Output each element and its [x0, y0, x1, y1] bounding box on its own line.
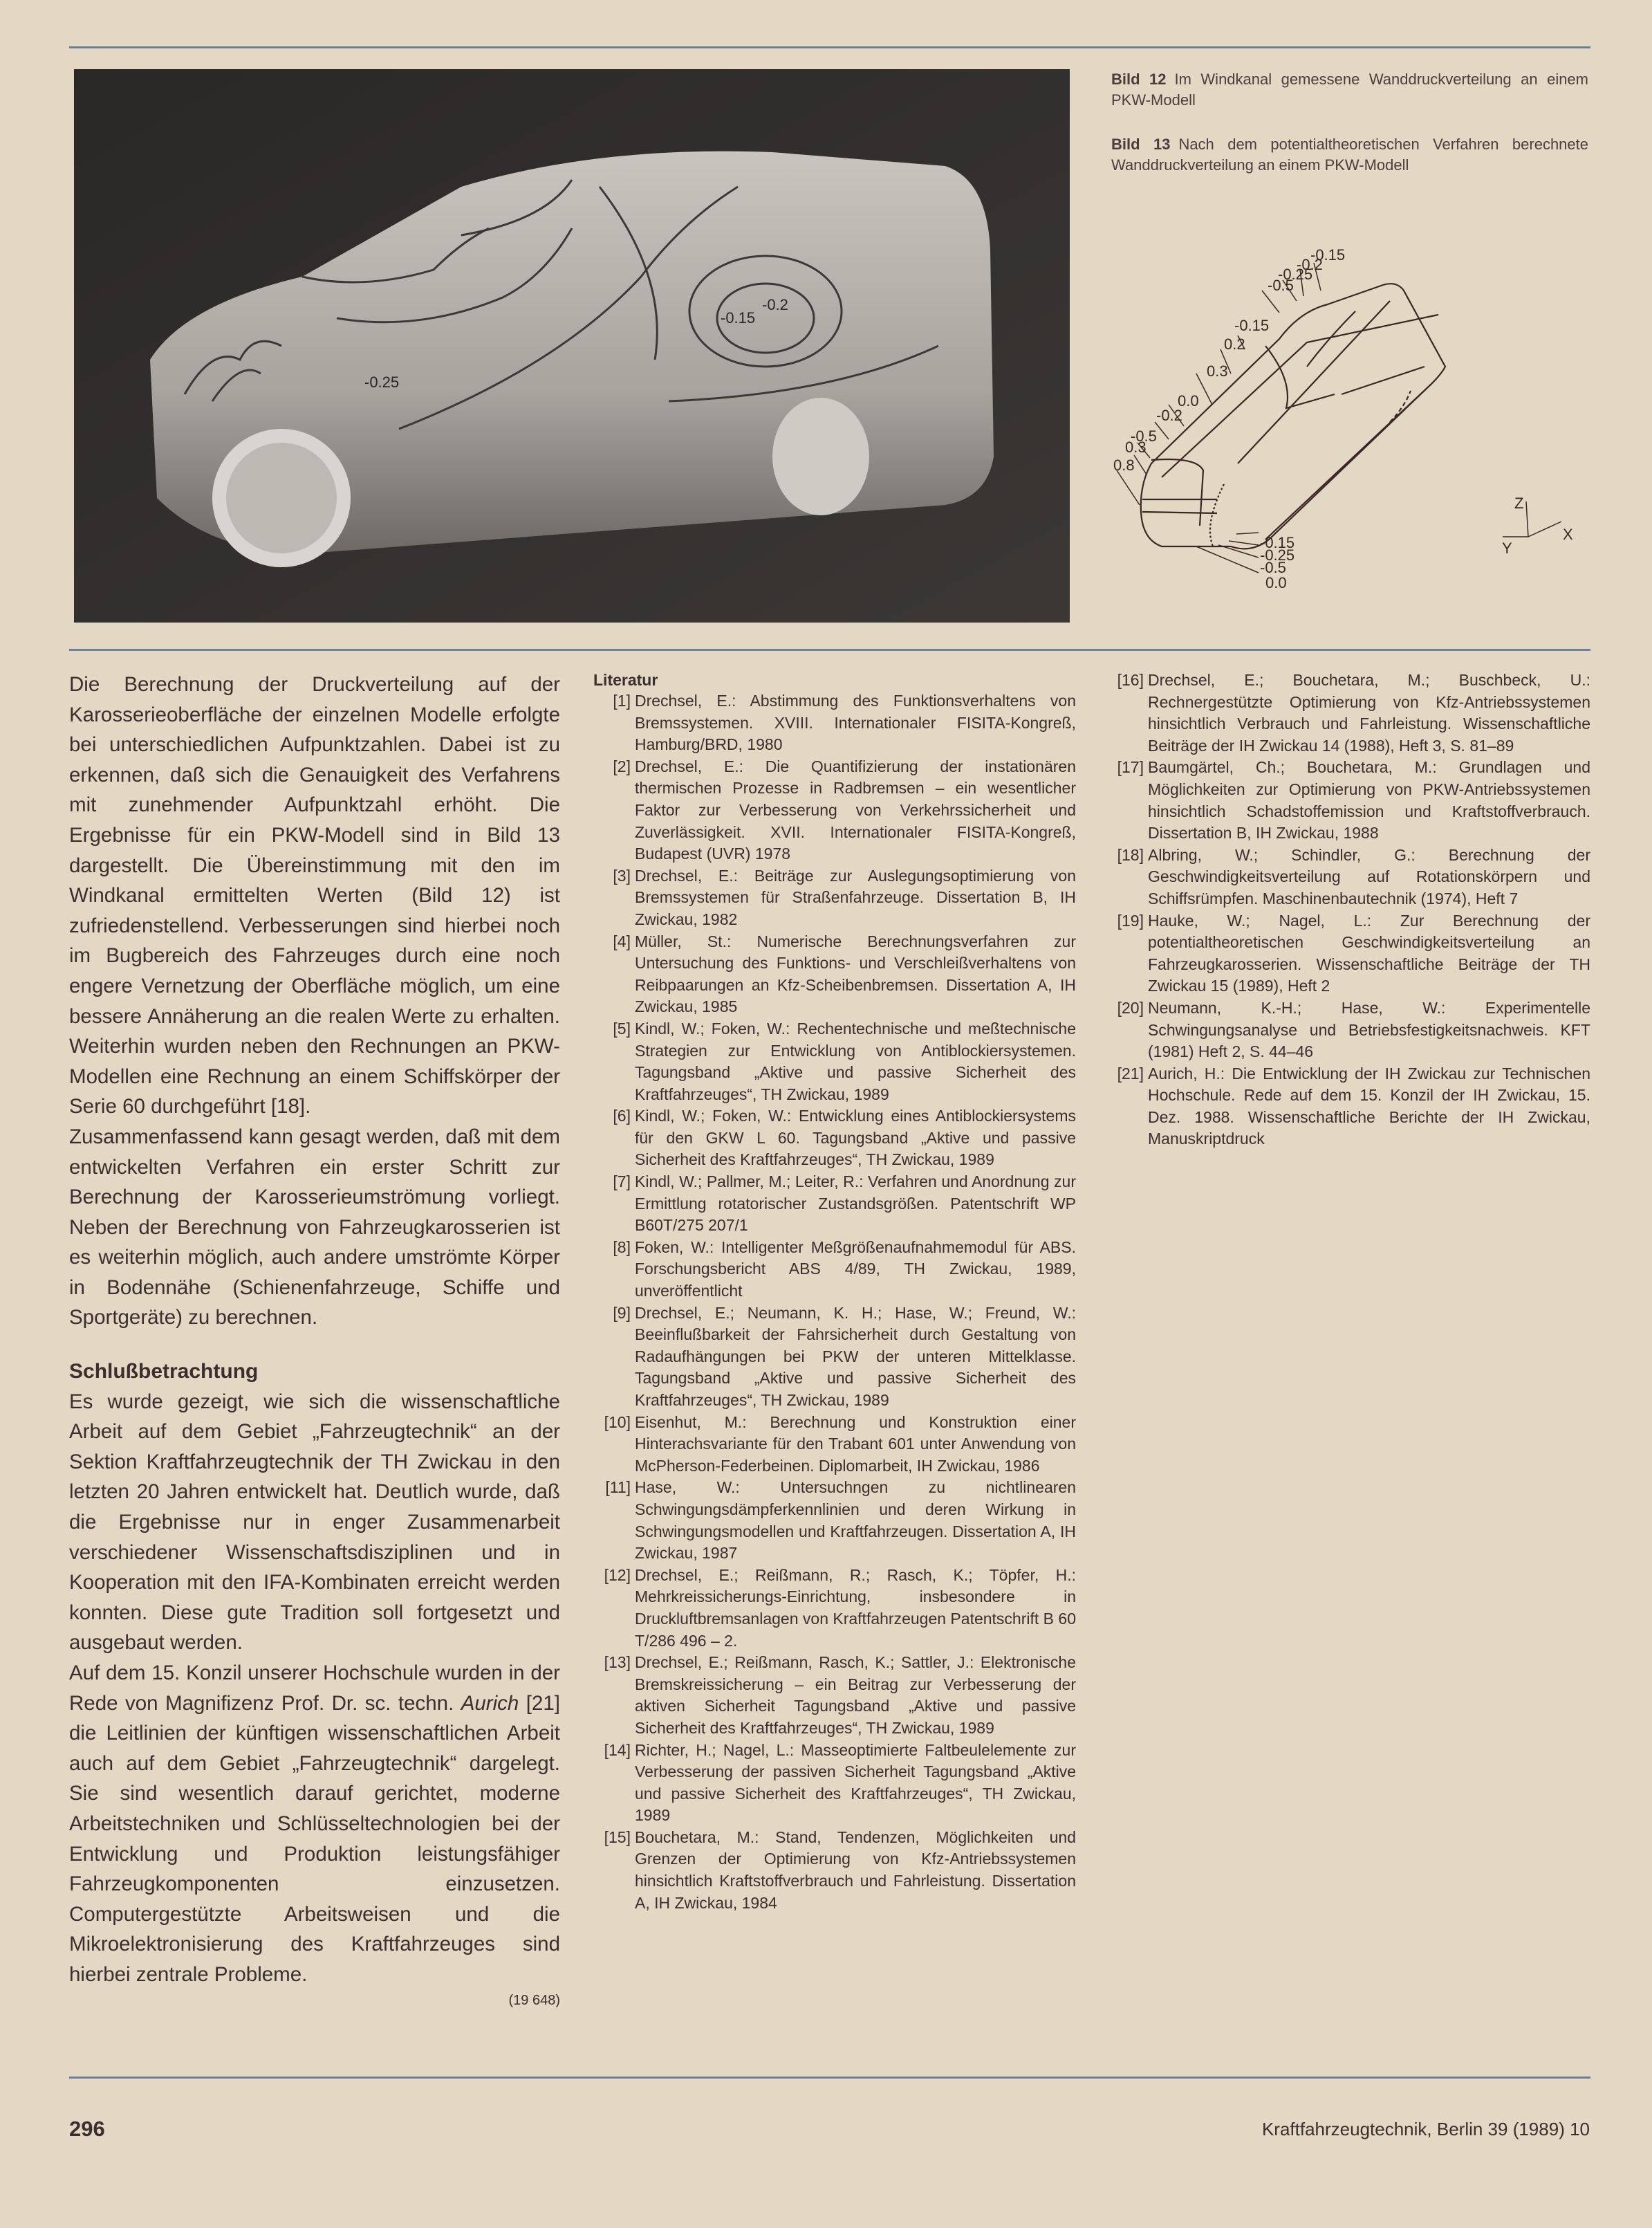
reference-number: [5] [613, 1019, 631, 1038]
reference-item [593, 1827, 1076, 1914]
reference-number: [15] [604, 1827, 631, 1846]
reference-number: [6] [613, 1107, 631, 1125]
reference-text: Drechsel, E.; Reißmann, R.; Rasch, K.; Töpfer, H.: Mehrkreissicherungs-Einrichtung, insbesondere in Druckluftbremsanlagen von Kraftfahrzeugen Patentschrift B 60 T/286 496 – 2. [635, 1565, 1076, 1650]
reference-number: [7] [613, 1172, 631, 1191]
reference-number: [8] [613, 1237, 631, 1256]
paragraph: Zusammenfassend kann gesagt werden, daß mit dem entwickelten Verfahren ein erster Schritt zur Berechnung der Karosserieumströmung vorliegt. Neben der Berechnung von Fahrzeugkarosserien ist es weiterhin möglich, auch andere umströmte Körper in Bodennähe (Schienenfahrzeuge, Schiffe und Sportgeräte) zu berechnen. [69, 1125, 560, 1329]
reference-text: Drechsel, E.: Die Quantifizierung der instationären thermischen Prozesse in Radbremsen – ein wesentlicher Faktor zur Verbesserung von Verkehrssicherheit und Zuverlässigkeit. XVII. Internationaler FISITA-Kongreß, Budapest (UVR) 1978 [635, 757, 1076, 863]
reference-number: [19] [1117, 911, 1144, 930]
caption-text: Nach dem potentialtheoretischen Verfahren berechnete Wanddruckverteilung an einem PKW-Modell [1111, 136, 1588, 174]
reference-text: Kindl, W.; Foken, W.: Entwicklung eines Antiblockiersystems für den GKW L 60. Tagungsband „Aktive und passive Sicherheit des Kraftfahrzeuges“, TH Zwickau, 1989 [635, 1107, 1076, 1169]
reference-item [593, 1171, 1076, 1237]
section-rule [69, 649, 1590, 651]
reference-item [593, 756, 1076, 865]
pressure-label: -0.15 [1260, 534, 1295, 551]
axis-label-x: X [1563, 526, 1573, 543]
reference-item [593, 1018, 1076, 1105]
reference-item [593, 690, 1076, 756]
reference-number: [13] [604, 1653, 631, 1672]
reference-text: Richter, H.; Nagel, L.: Masseoptimierte Faltbeulelemente zur Verbesserung der passiven Sicherheit Tagungsband „Aktive und passive Sicherheit des Kraftfahrzeuges“, TH Zwickau, 1989 [635, 1740, 1076, 1825]
reference-item [593, 1477, 1076, 1564]
text: [21] die Leitlinien der künftigen wissenschaftlichen Arbeit auch auf dem Gebiet „Fahrzeugtechnik“ dargelegt. Sie sind wesentlich darauf gerichtet, moderne Arbeitstechniken und Schlüsseltechnologien bei der Entwicklung und Produktion leistungsfähiger Fahrzeugkomponenten einzusetzen. Computergestützte Arbeitsweisen und die Mikroelektronisierung des Kraftfahrzeuges sind hierbei zentrale Probleme. [69, 1691, 561, 1986]
contour-label: -0.15 [721, 309, 756, 326]
section-heading: Schlußbetrachtung [69, 1360, 259, 1383]
reference-text: Kindl, W.; Pallmer, M.; Leiter, R.: Verfahren und Anordnung zur Ermittlung rotatorischer Zustandsgrößen. Patentschrift WP B60T/275 207/1 [635, 1172, 1076, 1235]
reference-number: [9] [613, 1303, 631, 1322]
reference-item [593, 1740, 1076, 1827]
reference-text: Bouchetara, M.: Stand, Tendenzen, Möglichkeiten und Grenzen der Optimierung von Kfz-Antriebssystemen hinsichtlich Kraftstoffverbrauch und Fahrleistung. Dissertation A, IH Zwickau, 1984 [635, 1827, 1076, 1912]
journal-citation: Kraftfahrzeugtechnik, Berlin 39 (1989) 10 [1261, 2119, 1590, 2139]
reference-item [593, 1302, 1076, 1412]
reference-text: Baumgärtel, Ch.; Bouchetara, M.: Grundlagen und Möglichkeiten zur Optimierung von PKW-Antriebssystemen hinsichtlich Schadstoffemission und Kraftstoffverbrauch. Dissertation B, IH Zwickau, 1988 [1148, 758, 1590, 843]
literature-list-2 [1106, 670, 1590, 1150]
pressure-label: -0.2 [1297, 256, 1323, 273]
author-name: Aurich [461, 1691, 519, 1715]
pressure-label: 0.2 [1224, 335, 1245, 353]
pressure-label: -0.2 [1156, 407, 1182, 424]
reference-number: [17] [1117, 758, 1144, 777]
reference-text: Aurich, H.: Die Entwicklung der IH Zwickau zur Technischen Hochschule. Rede auf dem 15. Konzil der IH Zwickau, 15. Dez. 1988. Wissenschaftliche Berichte der IH Zwickau, Manuskriptdruck [1148, 1064, 1590, 1148]
pressure-label: -0.15 [1310, 246, 1346, 264]
reference-text: Hase, W.: Untersuchngen zu nichtlinearen Schwingungsdämpferkennlinien und deren Wirkung in Schwingungsmodellen und Kraftfahrzeugen. Dissertation A, IH Zwickau, 1987 [635, 1478, 1076, 1563]
reference-item [1106, 997, 1590, 1063]
pressure-label: -0.5 [1268, 277, 1294, 294]
reference-number: [18] [1117, 845, 1144, 864]
reference-number: [16] [1117, 671, 1144, 689]
reference-number: [11] [605, 1478, 631, 1497]
reference-text: Drechsel, E.; Reißmann, Rasch, K.; Sattler, J.: Elektronische Bremskreissicherung – ein Beitrag zur Verbesserung der aktiven Sicherheit Tagungsband „Aktive und passive Sicherheit des Kraftfahrzeuges“, TH Zwickau, 1989 [635, 1653, 1076, 1737]
pressure-label: 0.3 [1207, 362, 1228, 380]
reference-number: [1] [613, 692, 631, 710]
reference-item [593, 1105, 1076, 1171]
article-code: (19 648) [508, 1992, 560, 2008]
reference-item [593, 865, 1076, 931]
reference-text: Neumann, K.-H.; Hase, W.: Experimentelle Schwingungsanalyse und Betriebsfestigkeitsnachweis. KFT (1981) Heft 2, S. 44–46 [1148, 998, 1590, 1061]
reference-text: Drechsel, E.; Neumann, K. H.; Hase, W.; Freund, W.: Beeinflußbarkeit der Fahrsicherheit durch Gestaltung von Radaufhängungen bei PKW der unteren Mittelklasse. Tagungsband „Aktive und passive Sicherheit des Kraftfahrzeuges“, TH Zwickau, 1989 [635, 1303, 1076, 1409]
reference-number: [10] [604, 1412, 631, 1431]
reference-number: [4] [613, 932, 631, 950]
literature-list-1 [593, 670, 1076, 1914]
caption-bild12 [1111, 69, 1588, 111]
text: Auf dem 15. Konzil unserer Hochschule wurden in der Rede von Magnifizenz Prof. Dr. sc. techn. [69, 1661, 560, 1715]
reference-number: [2] [613, 757, 631, 775]
literature-heading: Literatur [593, 671, 658, 689]
pressure-label: -0.25 [1278, 266, 1313, 283]
reference-text: Müller, St.: Numerische Berechnungsverfahren zur Untersuchung des Funktions- und Verschleißverhaltens von Reibpaarungen an Kfz-Scheibenbremsen. Dissertation A, IH Zwickau, 1985 [635, 932, 1076, 1016]
reference-text: Hauke, W.; Nagel, L.: Zur Berechnung der potentialtheoretischen Geschwindigkeitsverteilung an Fahrzeugkarosserien. Wissenschaftliche Beiträge der TH Zwickau 15 (1989), Heft 2 [1148, 911, 1590, 995]
pressure-label: -0.15 [1234, 317, 1270, 334]
contour-label: -0.2 [762, 296, 788, 313]
pressure-label: 0.0 [1265, 574, 1287, 591]
reference-number: [21] [1117, 1064, 1144, 1083]
figure-captions [1111, 69, 1588, 199]
paragraph: Die Berechnung der Druckverteilung auf der Karosserieoberfläche der einzelnen Modelle erfolgte bei unterschiedlichen Aufpunktzahlen. Dabei ist zu erkennen, daß sich die Genauigkeit des Verfahrens mit zunehmender Aufpunktzahl erhöht. Die Ergebnisse für ein PKW-Modell sind in Bild 13 dargestellt. Die Übereinstimmung mit den im Windkanal ermittelten Werten (Bild 12) ist zufriedenstellend. Verbesserungen sind hierbei noch im Bugbereich des Fahrzeuges durch eine noch engere Vernetzung der Oberfläche möglich, um eine bessere Annäherung an die realen Werte zu erhalten. Weiterhin wurden neben den Rechnungen an PKW-Modellen eine Rechnung an einem Schiffskörper der Serie 60 durchgeführt [18]. [69, 673, 560, 1118]
reference-item [593, 931, 1076, 1018]
reference-item [1106, 1063, 1590, 1150]
reference-number: [20] [1117, 998, 1144, 1017]
reference-item [1106, 757, 1590, 844]
pressure-label: -0.5 [1131, 427, 1157, 445]
reference-number: [3] [613, 866, 631, 885]
caption-bild13 [1111, 134, 1588, 176]
pressure-label: -0.25 [1260, 546, 1295, 564]
reference-text: Foken, W.: Intelligenter Meßgrößenaufnahmemodul für ABS. Forschungsbericht ABS 4/89, TH Zwickau, 1989, unveröffentlicht [635, 1237, 1076, 1300]
reference-text: Eisenhut, M.: Berechnung und Konstruktion einer Hinterachsvariante für den Trabant 601 unter Anwendung von McPherson-Federbeinen. Diplomarbeit, IH Zwickau, 1986 [635, 1412, 1076, 1475]
paragraph: Es wurde gezeigt, wie sich die wissenschaftliche Arbeit auf dem Gebiet „Fahrzeugtechnik“ an der Sektion Kraftfahrzeugtechnik der TH Zwickau in den letzten 20 Jahren entwickelt hat. Deutlich wurde, daß die Ergebnisse nur in enger Zusammenarbeit verschiedener Wissenschaftsdisziplinen und in Kooperation mit den IFA-Kombinaten erreicht werden konnten. Diese gute Tradition soll fortgesetzt und ausgebaut werden. [69, 1390, 560, 1655]
reference-item [593, 1652, 1076, 1739]
bottom-rule [69, 2077, 1590, 2079]
top-rule [69, 46, 1590, 48]
caption-label: Bild 13 [1111, 136, 1171, 153]
pressure-label: 0.0 [1178, 392, 1199, 409]
reference-item [1106, 670, 1590, 757]
page-number: 296 [69, 2117, 105, 2141]
body-text-column [69, 670, 560, 2011]
pressure-label: 0.8 [1113, 457, 1135, 474]
reference-text: Drechsel, E.: Abstimmung des Funktionsverhaltens von Bremssystemen. XVIII. Internationaler FISITA-Kongreß, Hamburg/BRD, 1980 [635, 692, 1076, 754]
bild13-pressure-diagram [1099, 235, 1618, 623]
reference-number: [14] [604, 1740, 631, 1759]
axis-label-z: Z [1514, 495, 1524, 512]
contour-label: -0.25 [364, 374, 400, 391]
pressure-label: 0.3 [1125, 439, 1147, 456]
reference-item [593, 1237, 1076, 1302]
reference-text: Albring, W.; Schindler, G.: Berechnung der Geschwindigkeitsverteilung auf Rotationskörpern und Schiffsrümpfen. Maschinenbautechnik (1974), Heft 7 [1148, 845, 1590, 908]
reference-item [1106, 845, 1590, 910]
reference-item [593, 1565, 1076, 1652]
pressure-label: -0.5 [1260, 559, 1286, 576]
reference-item [1106, 910, 1590, 997]
paragraph [69, 1658, 560, 1990]
reference-text: Drechsel, E.; Bouchetara, M.; Buschbeck, U.: Rechnergestützte Optimierung von Kfz-Antriebssystemen hinsichtlich Verbrauch und Fahrleistung. Wissenschaftliche Beiträge der IH Zwickau 14 (1988), Heft 3, S. 81–89 [1148, 671, 1590, 755]
caption-label: Bild 12 [1111, 71, 1167, 88]
caption-text: Im Windkanal gemessene Wanddruckverteilung an einem PKW-Modell [1111, 71, 1588, 109]
reference-item [593, 1412, 1076, 1477]
reference-text: Kindl, W.; Foken, W.: Rechentechnische und meßtechnische Strategien zur Entwicklung von Antiblockiersystemen. Tagungsband „Aktive und passive Sicherheit des Kraftfahrzeuges“, TH Zwickau, 1989 [635, 1019, 1076, 1103]
reference-text: Drechsel, E.: Beiträge zur Auslegungsoptimierung von Bremssystemen für Straßenfahrzeuge. Dissertation B, IH Zwickau, 1982 [635, 866, 1076, 928]
bild12-windtunnel-photo [74, 69, 1070, 623]
reference-number: [12] [604, 1565, 631, 1584]
axis-label-y: Y [1502, 540, 1512, 557]
